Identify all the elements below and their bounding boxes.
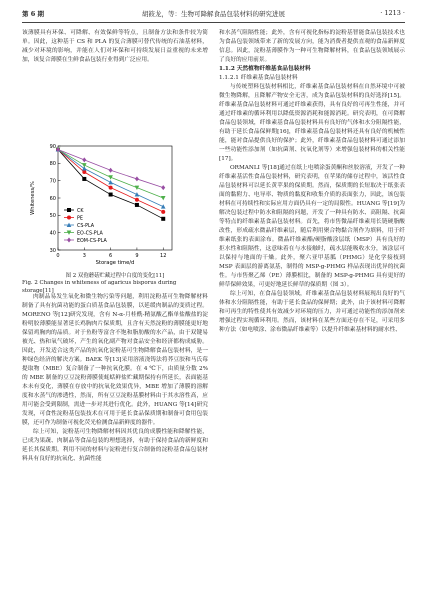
data-point (108, 180, 113, 184)
legend-label: CK (77, 208, 84, 214)
data-point (67, 208, 71, 212)
x-tick-label: 6 (109, 253, 113, 259)
running-title: 胡筱龙，等：生物可降解食品包装材料的研究进展 (142, 10, 285, 18)
x-tick-label: 12 (160, 253, 167, 259)
running-header (22, 9, 405, 23)
data-point (109, 186, 113, 190)
right-column (219, 29, 405, 335)
data-point (161, 217, 165, 221)
data-point (82, 157, 86, 162)
data-point (161, 196, 166, 200)
legend-label: CS-PLA (77, 223, 95, 229)
legend-label: PE (77, 216, 83, 222)
figure-caption-en: Fig. 2 Changes in whiteness of agaricus bisporus during storage[11] (22, 280, 177, 294)
y-tick-label: 40 (49, 230, 56, 237)
subsection-heading: 1.1.2.1 纤维素基食品包装材料 (219, 75, 298, 81)
paragraph: 综上可知，在食品包装领域，纤维素基食品包装材料展现出良好的气体和水分阻隔性能，有助于延长食品的保鲜期；此外，由于该材料可降解和可再生的特性使其有效减少对环境的压力，并可通过功能性的添加剂来增强过程实现循环利用。然而，该材料在某些方面还存在不足，可采用多种方法（如电喷涂、涂布微晶纤维素等）以提升纤维素基材料的耐水性、 (219, 291, 405, 333)
y-tick-label: 70 (49, 178, 56, 185)
figure-caption-cn: 图 2 双孢蘑菇贮藏过程中白度的变化[11] (65, 273, 165, 279)
series-line-eo-cs-pla (58, 149, 163, 198)
data-point (108, 175, 113, 179)
issue-number: 第 6 期 (22, 10, 45, 18)
data-point (135, 203, 139, 207)
data-point (82, 170, 86, 174)
y-tick-label: 30 (49, 247, 56, 254)
legend-label: EOM-CS-PLA (77, 238, 107, 244)
y-tick-label: 90 (49, 143, 56, 150)
paragraph: 肉制品易发生氧化和微生物污染等问题，利用淀粉基可生物降解材料制备了具有抗菌功能的蛋白质基食品包装膜，以延缓肉制品的变质过程。MORENO 等[12]研究发现，含有 N-α-月桂酰-精氨酸乙酯单盐酸盐的淀粉明胶薄膜能显著延长鸡胸肉片保质期，且含有天然淀粉的薄膜能更好地保留鸡胸肉的品质。对于鱼粉等富含不饱和脂肪酸的水产品，由于双键易被光、热和氧气破坏，产生的氧化副产物对食品安全和经济都构成威胁。因此，开发适合这类产品的抗氧化淀粉基可生物降解食品包装材料，是一种绿色经济的解决方案。BAEK 等[13]采用溶液浇铸法将荞豆胶和马氏莓提取物（MBE）复合制备了一种抗氧化膜。在 4 ℃下，由质量分数 2%的 MBE 制备的豆豆淀粉薄膜使蚝蛞鲜盐贮藏期保持有所延长，表面能基本未有变化，薄膜在存放中的抗氧化效果优异，MBE 增加了薄膜的溶解度和水蒸气的渗透性，然而，所有豆豆淀粉基膜材料由于其水溶性高，应用可能会受到限制，需进一步对其进行优化。此外，HUANG 等[14]研究发现，可食性淀粉基包装技术在可用于延长食品保质期和制备可食用包装膜，还可作为制备可视化荧光检测食品新鲜度的器件。 (22, 294, 208, 426)
y-axis-label: Whiteness/% (30, 181, 36, 215)
x-tick-label: 3 (82, 253, 86, 259)
data-point (67, 238, 71, 243)
paragraph: ORMANLI 等[18]通过在纸上电喷涂蛋黄酮和丝胶溶液，开发了一种纤维素基活性食品包装材料，研究表明，在苹果的储存过程中，该活性食品包装材料可以延长黄苹果的保质期。然而，保质期的长短取决于纸张表面的黏附力、电导率、物质的黏度和收集介质的表面张力，因此，该包装材料在可持续性和实际应用方面仍具有一定的局限性。HUANG 等[19]为解决包装过程中防水和阻隔的问题，开发了一种具有防水、高阻隔、抗菌等特点的纤维素基食品包装材料。首先，将市售微晶纤维素用长链硬脂酸改性，形成疏水微晶纤维素层，随后利用聚合物黏合剂作为填料，用于纤维素纸张的表面涂布。微晶纤维素酯/硬脂酸涂层纸（MSP）具有良好的拒水性和阻隔性，这意味着在与水接触时，疏水层能吸收水分，该涂层可以保持与地面的干燥。此外，聚六亚甲基胍（PHMG）是化学接枝到 MSP 表面层的游离氨基，制得的 MSP-g-PHMG 样品表现出优异的抗菌性。与市售聚乙烯（PE）薄膜相比，制备的 MSP-g-PHMG 具有更好的鲜草保鲜效果，可更好地延长鲜草的保质期（图 3）。 (219, 165, 405, 288)
data-point (161, 210, 165, 214)
paragraph: 该薄膜具有环保、可降解、有效保鲜等特点，且制备方法和条件较为简单。因此，这种基于 CS 和 PLA 的复合薄膜可替代传统的石油基材料，减少对环境的影响，并能在人们对环保和可持续发展日益重视的未来增加，该复合薄膜在生鲜食品包装行业得到广泛应用。 (22, 30, 208, 63)
data-point (82, 163, 87, 167)
left-column-top (22, 29, 208, 65)
data-point (135, 192, 140, 196)
data-point (109, 168, 113, 173)
paragraph: 与传统塑料包装材料相比，纤维素基食品包装材料在自然环境中可被微生物降解，且降解产物安全无害，成为食品包装材料的良好选择[15]。纤维素基食品包装材料可通过纤维素获得，具有良好的可再生性能，并可通过纤维素的循环利用以降低资源消耗和能源消耗。研究表明，在可降解食品包装领域，纤维素基食品包装材料具有良好的气体和水分阻隔性能，有助于延长食品保鲜期[16]，纤维素基食品包装材料还具有良好的机械性能，能对食品提供良好的保护；此外，纤维素基食品包装材料可通过添加一些功能性添加剂（如抗菌剂、抗氧化剂等）来增强包装材料的相关性能[17]。 (219, 84, 405, 162)
data-point (161, 185, 165, 190)
data-point (135, 176, 139, 181)
x-tick-label: 9 (135, 253, 139, 259)
data-point (67, 216, 71, 220)
x-tick-label: 0 (56, 253, 60, 259)
figure-2 (22, 140, 208, 286)
page-number: · 1213 · (380, 9, 405, 17)
data-point (82, 177, 86, 181)
y-tick-label: 80 (49, 161, 56, 168)
data-point (161, 204, 166, 208)
section-heading: 1.1.2 天然植物纤维基食品包装材料 (219, 66, 311, 72)
data-point (135, 186, 140, 190)
whiteness-chart (22, 140, 208, 270)
y-tick-label: 50 (49, 213, 56, 220)
header-rule (22, 22, 405, 23)
y-tick-label: 60 (49, 195, 56, 202)
left-column-bottom (22, 293, 208, 464)
x-axis-label: Storage time/d (95, 260, 135, 266)
legend-label: EO-CS-PLA (77, 231, 103, 237)
data-point (109, 193, 113, 197)
data-point (135, 198, 139, 202)
paragraph: 综上可知，淀粉基可生物降解材料因其优良的成膜性能和降解性能，已成为果蔬、肉制品等食品包装的理想选择，有助于保持食品的新鲜度和延长其保质期。利用不同的材料与淀粉进行复合制备的淀粉基食品包装材料具有良好的抗氧化、抗菌性能 (22, 429, 208, 462)
paragraph: 和水蒸气阻隔性能；此外，含有可视化指标的淀粉基智能食品包装技术也为食品包装领域带来了新的发展方向，能为消费者提供直观的食品新鲜度信息。因此，淀粉基薄膜作为一种可生物降解材料，在食品包装领域展示了良好的应用前景。 (219, 30, 405, 63)
